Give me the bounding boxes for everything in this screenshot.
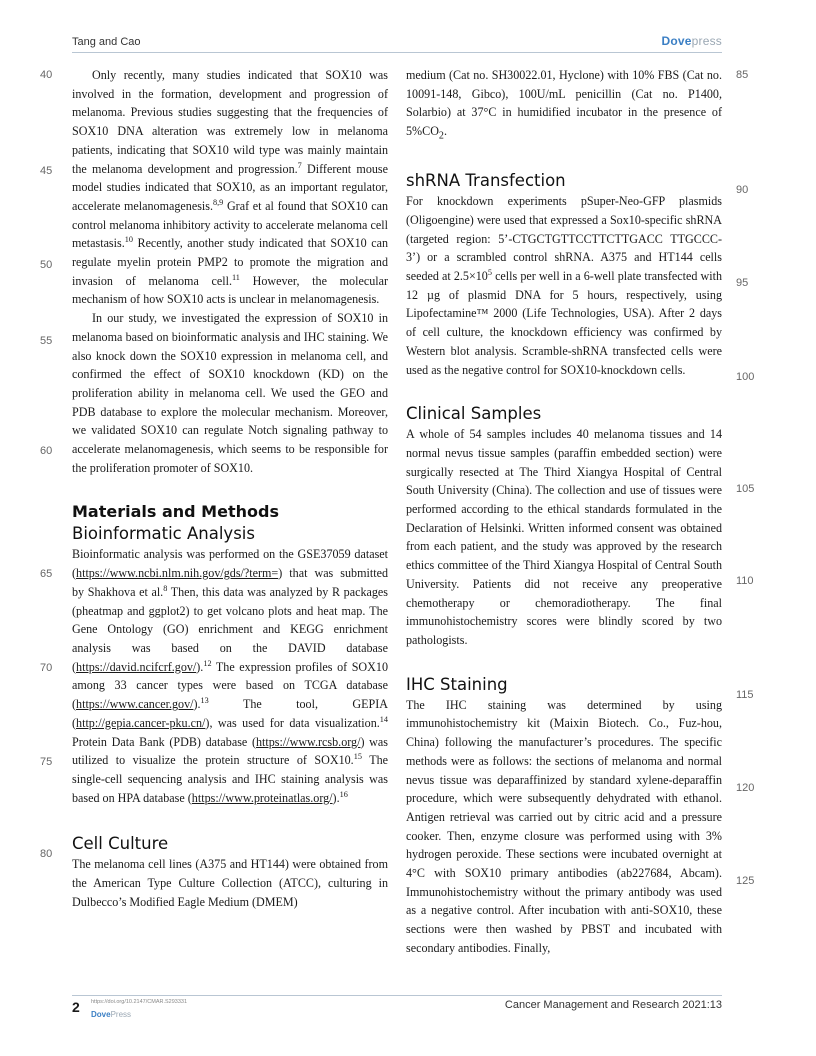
line-number: 125 [736,875,755,887]
text-run: . [443,124,447,139]
citation-superscript[interactable]: 16 [339,789,348,799]
text-run: The expression profiles of SOX10 among 33 cancer types were based on TCGA database ( [72,659,388,712]
paragraph-ihc-staining [406,696,722,958]
line-number: 55 [40,335,53,347]
paragraph-study-overview [72,309,388,477]
running-header-authors: Tang and Cao [72,36,141,48]
citation-superscript[interactable]: 13 [200,696,209,706]
subsection-heading-bioinformatic-analysis: Bioinformatic Analysis [72,524,255,544]
text-run: ), was used for data visualization. [205,715,380,730]
page-number: 2 [72,999,80,1015]
text-run: ). [196,659,204,674]
paragraph-sox10-background [72,66,388,309]
text-run: Protein Data Bank (PDB) database ( [72,734,256,749]
citation-superscript[interactable]: 11 [232,272,240,282]
citation-superscript[interactable]: 8 [163,583,168,593]
text-run: Bioinformatic analysis was performed on the GSE37059 dataset ( [72,547,388,581]
subsection-heading-cell-culture: Cell Culture [72,834,169,854]
paragraph-bioinformatic-analysis [72,545,388,807]
line-number: 45 [40,165,53,177]
line-number: 60 [40,445,53,457]
header-divider [72,52,722,53]
citation-superscript[interactable]: 7 [297,160,302,170]
line-number: 110 [736,575,754,587]
line-number: 50 [40,259,53,271]
citation-superscript[interactable]: 15 [353,752,362,762]
subsection-heading-clinical-samples: Clinical Samples [406,404,542,424]
text-run: cells per well in a 6-well plate transfected with 12 µg of plasmid DNA for 5 hours, respectively, using Lipofectamine™ 2000 (Life Technologies, USA). After 2 days of cell culture, the knockdown efficiency was confirmed by Western blot analysis. Scramble-shRNA transfected cells were used as the negative control for SOX10-knockdown cells. [406,269,722,377]
paragraph-cell-culture-continued [406,66,722,146]
text-run: ) that was submitted by Shakhova et al. [72,566,388,599]
external-link[interactable]: https://www.rcsb.org/ [255,734,361,749]
line-number: 90 [736,184,749,196]
text-run: In our study, we investigated the expression of SOX10 in melanoma based on bioinformatic analysis and IHC staining. We also knock down the SOX10 expression in melanoma cell, and confirmed the effect of SOX10 knockdown (KD) on the proliferation ability in melanoma cell. We used the GEO and PDB database to explore the molecular mechanism. Moreover, we validated SOX10 can regulate Notch signaling pathway to accelerate melanomagenesis, which seems to be responsible for the proliferation promoter of SOX10. [72,311,388,475]
line-number: 80 [40,848,53,860]
line-number: 75 [40,756,53,768]
citation-superscript[interactable]: 8,9 [213,197,224,207]
citation-superscript[interactable]: 5 [487,268,492,277]
line-number: 65 [40,568,53,580]
citation-superscript[interactable]: 14 [379,714,388,724]
subsection-heading-shrna-transfection: shRNA Transfection [406,171,566,191]
text-run: Different mouse model studies indicated that SOX10, as an important regulator, accelerate melanomagenesis. [72,161,388,213]
external-link[interactable]: https://www.ncbi.nlm.nih.gov/gds/?term= [76,566,279,581]
line-number: 100 [736,371,755,383]
line-number: 85 [736,69,749,81]
paragraph-cell-culture [72,855,388,911]
line-number: 70 [40,662,53,674]
text-run: However, the molecular mechanism of how SOX10 acts is unclear in melanomagenesis. [72,273,388,307]
text-run: Then, this data was analyzed by R packages (pheatmap and ggplot2) to get volcano plots and heat map. The Gene Ontology (GO) enrichment and KEGG enrichment analysis was based on the DAVID database ( [72,584,388,674]
journal-citation: Cancer Management and Research 2021:13 [504,999,722,1011]
subscript: 2 [438,130,444,142]
subsection-heading-ihc-staining: IHC Staining [406,674,508,694]
text-run: Recently, another study indicated that SOX10 can regulate myelin protein PMP2 to promote the migration and invasion of melanoma cell. [72,236,388,288]
text-run: Only recently, many studies indicated that SOX10 was involved in the formation, development and progression of melanoma. Previous studies suggesting that the frequencies of SOX10 DNA alteration was extremely low in melanoma patients, indicating that SOX10 wild type was mainly maintain the melanoma development and progression. [72,68,388,176]
citation-superscript[interactable]: 10 [124,235,133,245]
text-run: The melanoma cell lines (A375 and HT144) were obtained from the American Type Culture Collection (ATCC), culturing in Dulbecco’s Modified Eagle Medium (DMEM) [72,857,388,909]
external-link[interactable]: http://gepia.cancer-pku.cn/ [76,715,206,730]
text-run: Graf et al found that SOX10 can control melanoma inhibitory activity to accelerate melanoma cell metastasis. [72,198,389,251]
line-number: 40 [40,69,53,81]
text-run: The single-cell sequencing analysis and IHC staining analysis was based on HPA database ( [72,753,388,805]
text-run: medium (Cat no. SH30022.01, Hyclone) with 10% FBS (Cat no. 10091-148, Gibco), 100U/mL penicillin (Cat no. P1400, Solarbio) at 37°C in humidified incubator in the presence of 5%CO [406,68,722,139]
text-run: For knockdown experiments pSuper-Neo-GFP plasmids (Oligoengine) were used that expressed a Sox10-specific shRNA (targeted region: 5’-CTGCTGTTCCTTCTTGACC TTGCCC-3’) or a scrambled control shRNA. A375 and HT144 cells seeded at 2.5×10 [406,194,722,284]
external-link[interactable]: https://www.cancer.gov/ [76,697,194,712]
text-run: ) was utilized to visualize the protein structure of SOX10. [72,734,388,768]
text-run: ). [193,697,201,712]
text-run: The tool, GEPIA ( [72,697,388,730]
text-run: A whole of 54 samples includes 40 melanoma tissues and 14 normal nevus tissue samples (paraffin embedded section) were surgically resected at The Third Xiangya Hospital of Central South University (China). The collection and use of tissues were performed according to the ethical standards formulated in the Declaration of Helsinki. Written informed consent was obtained from each patient, and the study was approved by the research ethics committee of the Third Xiangya Hospital of Central South University. Patients did not receive any preoperative chemotherapy or chemoradiotherapy. The final immunohistochemistry scores were blindly scored by two pathologists. [406,427,722,647]
line-number: 95 [736,277,749,289]
text-run: The IHC staining was determined by using immunohistochemistry kit (Maixin Biotech. Co., Fuz-hou, China) following the manufacturer’s procedures. The specific methods were as follows: the sections of melanoma and normal nevus tissue was deparaffinized by standard xylene-deparaffin procedure, which were subsequently dehydrated with ethanol. Antigen retrieval was carried out by citric acid and a pressure cooker. Then, enzyme closure was performed using with 3% hydrogen peroxide. These sections were incubated overnight at 4°C with SOX10 primary antibodies (ab227684, Abcam). Immunohistochemistry without the primary antibody was used as a negative control. After incubation with anti-SOX10, these sections were then washed by PBST and incubated with secondary antibodies. Finally, [406,697,722,955]
line-number: 120 [736,782,755,794]
line-number: 115 [736,689,754,701]
external-link[interactable]: https://david.ncifcrf.gov/ [76,659,197,674]
paragraph-shrna-transfection [406,192,722,379]
section-heading-materials-methods: Materials and Methods [72,502,279,522]
external-link[interactable]: https://www.proteinatlas.org/ [191,790,333,805]
journal-brand-logo: Dovepress [661,34,722,48]
footer-brand-logo: DovePress [91,1010,132,1019]
doi-link[interactable]: https://doi.org/10.2147/CMAR.S293331 [91,999,188,1005]
text-run: ). [332,790,340,805]
line-number: 105 [736,483,755,495]
paragraph-clinical-samples [406,425,722,649]
footer-divider [72,995,722,996]
citation-superscript[interactable]: 12 [203,658,212,668]
left-column [72,66,388,911]
right-column [406,66,722,958]
